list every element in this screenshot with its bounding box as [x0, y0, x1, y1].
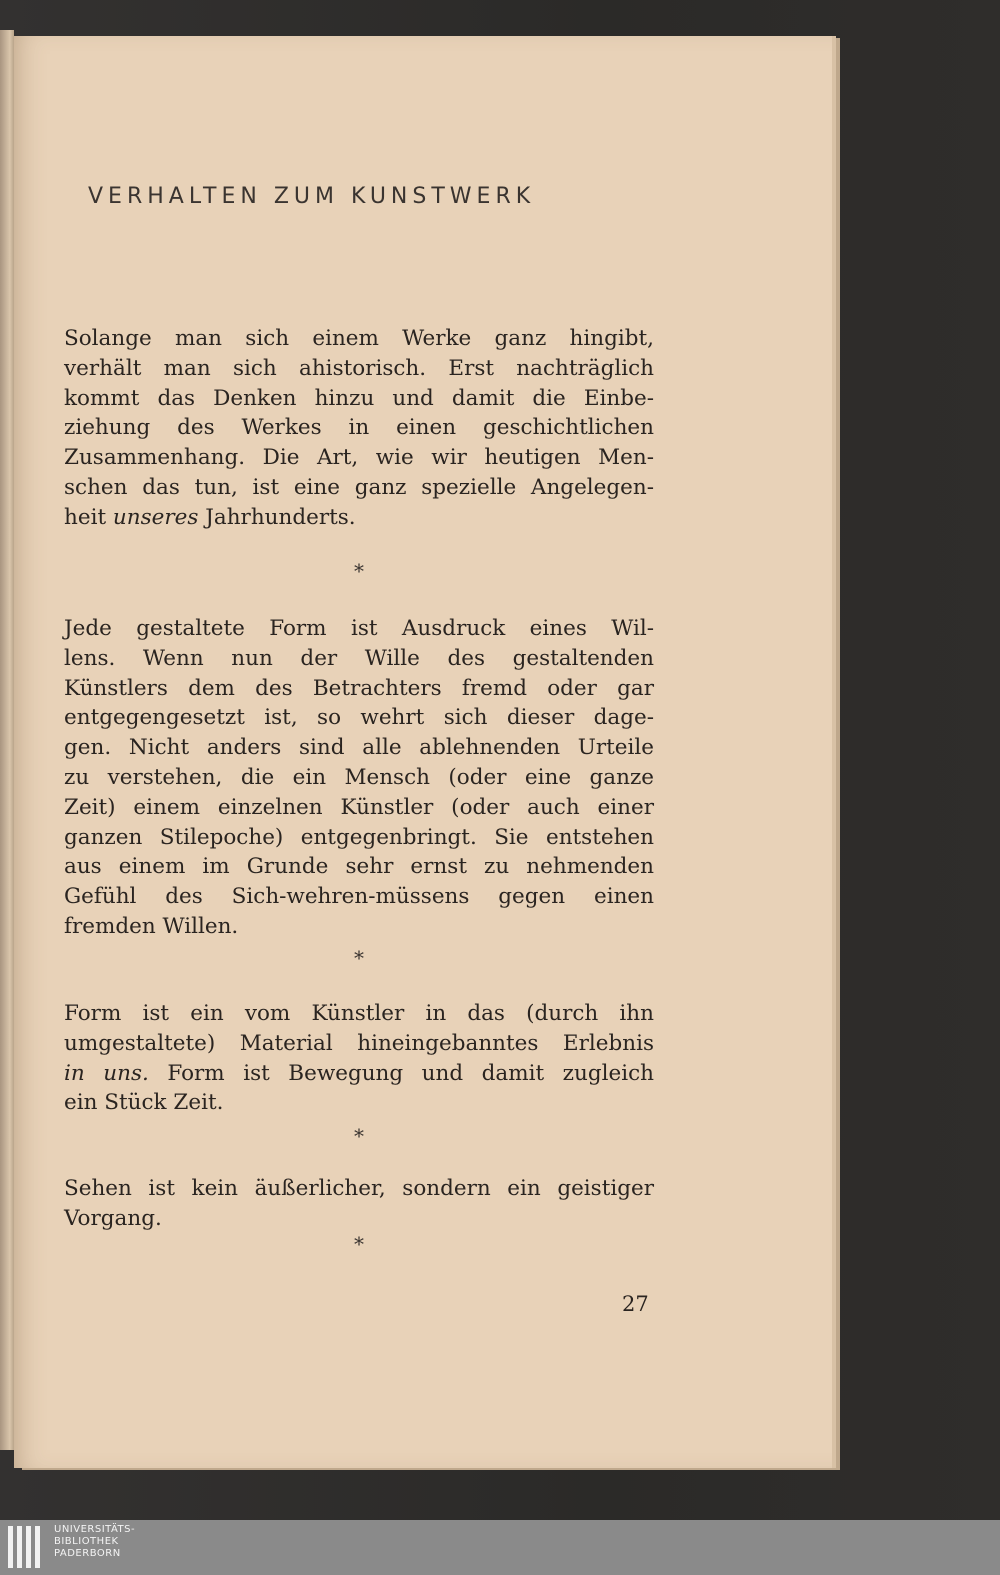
- text-line: kommt das Denken hinzu und damit die Einbe-: [64, 385, 654, 411]
- text-line: ganzen Stilepoche) entgegenbringt. Sie entstehen: [64, 824, 654, 850]
- text-span: heit: [64, 504, 113, 530]
- text-line: Vorgang.: [64, 1205, 162, 1231]
- text-line: Sehen ist kein äußerlicher, sondern ein geistiger: [64, 1176, 654, 1201]
- text-line: Solange man sich einem Werke ganz hingibt,: [64, 326, 654, 351]
- text-line: Jede gestaltete Form ist Ausdruck eines Wil-: [64, 616, 654, 641]
- library-name-line: BIBLIOTHEK: [54, 1536, 119, 1547]
- italic-text: in uns.: [64, 1060, 149, 1086]
- text-line: gen. Nicht anders sind alle ablehnenden Urteile: [64, 735, 654, 761]
- library-name-line: UNIVERSITÄTS-: [54, 1524, 136, 1535]
- previous-page-edge: [0, 30, 14, 1450]
- library-name: [54, 1524, 135, 1560]
- text-line: ein Stück Zeit.: [64, 1090, 224, 1116]
- text-line: Form ist ein vom Künstler in das (durch ihn: [64, 1001, 654, 1026]
- text-line: Gefühl des Sich-wehren-müssens gegen einen: [64, 884, 654, 910]
- text-line: umgestaltete) Material hineingebanntes Erlebnis: [64, 1030, 654, 1056]
- text-span: Jahrhunderts.: [198, 504, 356, 530]
- text-line: aus einem im Grunde sehr ernst zu nehmenden: [64, 854, 654, 880]
- italic-text: unseres: [112, 504, 199, 530]
- paragraph-4: [64, 1174, 654, 1234]
- running-head: VERHALTEN ZUM KUNSTWERK: [88, 184, 536, 209]
- section-separator: *: [354, 946, 364, 970]
- text-line: schen das tun, ist eine ganz spezielle Angelegen-: [64, 474, 654, 500]
- paragraph-1: [64, 324, 654, 533]
- paragraph-2: [64, 614, 654, 942]
- text-line: fremden Willen.: [64, 913, 239, 939]
- library-footer-bar: [0, 1520, 1000, 1575]
- text-line: [64, 1059, 654, 1089]
- text-line: ziehung des Werkes in einen geschichtlichen: [64, 415, 654, 441]
- section-separator: *: [354, 559, 364, 583]
- section-separator: *: [354, 1124, 364, 1148]
- text-line: Zusammenhang. Die Art, wie wir heutigen Men-: [64, 445, 654, 471]
- text-line: verhält man sich ahistorisch. Erst nachträglich: [64, 355, 654, 381]
- library-logo-icon: [8, 1526, 48, 1568]
- text-span: Form ist Bewegung und damit zugleich: [148, 1060, 654, 1086]
- text-line: [64, 503, 654, 533]
- text-line: Künstlers dem des Betrachters fremd oder gar: [64, 675, 654, 701]
- book-page: [14, 36, 832, 1468]
- text-line: zu verstehen, die ein Mensch (oder eine ganze: [64, 764, 654, 790]
- paragraph-3: [64, 999, 654, 1118]
- text-line: lens. Wenn nun der Wille des gestaltenden: [64, 645, 654, 671]
- library-name-line: PADERBORN: [54, 1548, 121, 1559]
- text-line: entgegengesetzt ist, so wehrt sich dieser dage-: [64, 705, 654, 731]
- text-line: Zeit) einem einzelnen Künstler (oder auch einer: [64, 794, 654, 820]
- section-separator: *: [354, 1232, 364, 1256]
- page-number: 27: [622, 1292, 649, 1316]
